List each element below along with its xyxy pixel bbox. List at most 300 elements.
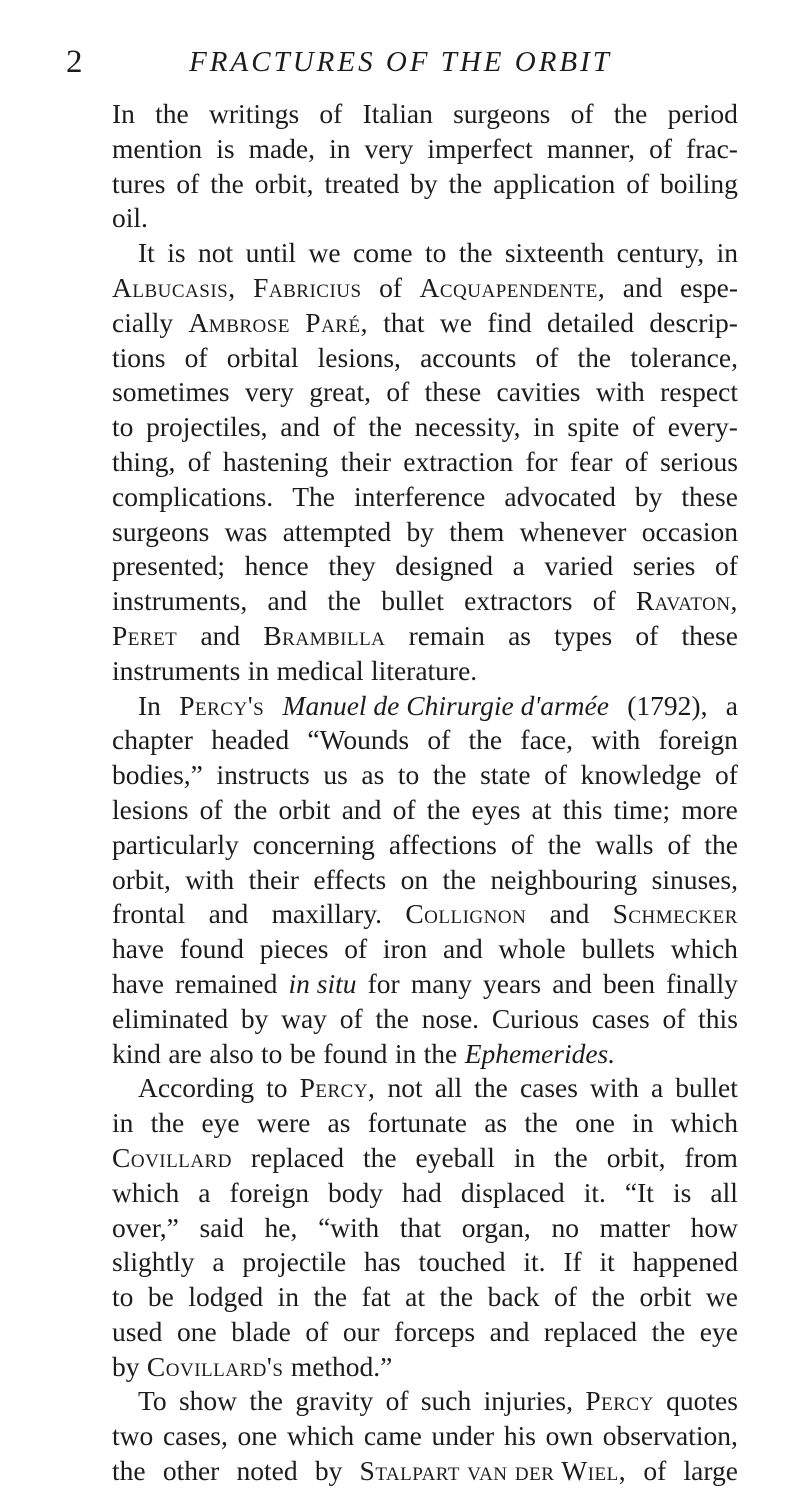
word: According (138, 1072, 255, 1104)
word: body (328, 1176, 383, 1208)
word: be (147, 1281, 174, 1313)
word: it (599, 1246, 615, 1278)
word: the (468, 724, 503, 756)
word: In (112, 98, 135, 129)
word: with (590, 1072, 639, 1104)
word: Brambilla (263, 619, 386, 651)
word: quotes (666, 1385, 738, 1417)
word: the (448, 167, 483, 199)
word: two (112, 1420, 154, 1452)
text-line (112, 828, 738, 863)
word: matter (599, 1211, 670, 1243)
word: occasion (641, 515, 738, 547)
page-number: 2 (66, 44, 83, 80)
word: of (379, 271, 402, 303)
word: have (112, 967, 164, 999)
word: in (716, 237, 738, 269)
text-line (112, 1141, 738, 1176)
text-line (112, 97, 738, 132)
word: instruments (112, 654, 241, 686)
word: of (649, 132, 673, 164)
word: of (635, 619, 659, 651)
text-line (112, 375, 738, 410)
word: large (683, 1455, 738, 1487)
word: particularly (112, 828, 239, 860)
word: thing, (112, 445, 176, 477)
word: by (240, 1002, 269, 1034)
word: replaced (250, 1141, 345, 1173)
word: in (533, 411, 555, 443)
word: way (281, 1002, 327, 1034)
word: necessity, (414, 411, 521, 443)
word: of (667, 828, 691, 860)
word: and (549, 898, 590, 930)
word: a (512, 550, 525, 582)
word: one (237, 1420, 278, 1452)
word: of (319, 98, 343, 129)
word: and (489, 1315, 530, 1347)
word: Covillard's (146, 1350, 284, 1382)
word: maxillary. (271, 898, 383, 930)
text-line (112, 1315, 738, 1350)
text-line (112, 863, 738, 898)
word: of (510, 828, 534, 860)
text-line (112, 932, 738, 967)
word: of (386, 376, 410, 408)
word: used (112, 1315, 163, 1347)
word: as (327, 1107, 351, 1139)
word: detailed (546, 306, 635, 338)
word: application (493, 167, 616, 199)
word: Ravaton, (635, 585, 738, 617)
word: presented; (112, 550, 226, 582)
word: all (434, 1072, 463, 1104)
word: lesions (112, 793, 189, 825)
word: If (563, 1246, 582, 1278)
word: found (323, 1037, 388, 1069)
word: Percy (585, 1385, 654, 1417)
word: of (553, 1281, 577, 1313)
text-line (112, 1419, 738, 1454)
word: until (245, 237, 297, 269)
word: found (179, 933, 244, 965)
word: and (341, 793, 382, 825)
word: It (138, 237, 155, 269)
word: foreign (229, 1176, 309, 1208)
word: of (714, 759, 738, 791)
word: orbit, (112, 863, 171, 895)
word: injuries, (483, 1385, 573, 1417)
word: mention (112, 132, 203, 164)
word: a (198, 1176, 211, 1208)
text-line (112, 410, 738, 445)
word: of (570, 98, 594, 129)
word: the (150, 1107, 185, 1139)
word: blade (231, 1315, 291, 1347)
text-line (112, 793, 738, 828)
word: noted (236, 1455, 298, 1487)
word: and (267, 585, 308, 617)
word: the (155, 98, 189, 129)
word: series (632, 550, 696, 582)
text-line (112, 236, 738, 271)
text-line (112, 306, 738, 341)
word: we (308, 237, 341, 269)
text-line (112, 723, 738, 758)
word: bullets (581, 933, 655, 965)
word: complications. (112, 480, 274, 512)
text-line (112, 201, 738, 236)
word: century, (616, 237, 705, 269)
word: cases (519, 1072, 578, 1104)
word: the (442, 863, 477, 895)
word: hastening (222, 445, 329, 477)
word: of (344, 933, 368, 965)
word: hence (244, 550, 309, 582)
word: orbital (226, 341, 299, 373)
word: sixteenth (504, 237, 605, 269)
word: as (361, 759, 385, 791)
word: period (667, 98, 738, 129)
word: also (209, 1037, 254, 1069)
word: Paré, (305, 306, 368, 338)
word: affections (388, 828, 497, 860)
word: cases, (162, 1420, 228, 1452)
word: the (327, 585, 361, 617)
word: (1792), (627, 689, 708, 721)
word: the (613, 98, 648, 129)
word: “Wounds (307, 724, 410, 756)
word: us (323, 759, 348, 791)
word: descrip- (649, 306, 738, 338)
word: to (261, 1037, 283, 1069)
word: by (634, 480, 663, 512)
word: not (198, 237, 234, 269)
word: every- (667, 411, 738, 443)
word: happened (632, 1246, 738, 1278)
word: of (184, 341, 208, 373)
word: which (112, 1176, 180, 1208)
word: state (480, 759, 531, 791)
word: from (684, 1141, 738, 1173)
word: method.” (290, 1350, 393, 1382)
word: eliminated (112, 1002, 229, 1034)
word: sinuses, (651, 863, 738, 895)
word: of (626, 167, 650, 199)
word: of (427, 724, 451, 756)
word: the (249, 1385, 283, 1417)
word: of (339, 1002, 363, 1034)
word: by (112, 1350, 140, 1382)
word: tures (112, 167, 166, 199)
word: remain (408, 619, 485, 651)
word: said (199, 1211, 244, 1243)
word: lesions, (317, 341, 401, 373)
word: had (402, 1176, 442, 1208)
word: has (364, 1246, 401, 1278)
word: of (714, 550, 738, 582)
word: boiling (660, 167, 738, 199)
word: under (431, 1420, 495, 1452)
word: iron (382, 933, 428, 965)
text-line (112, 271, 738, 306)
word: it. (523, 1246, 546, 1278)
word: lodged (188, 1281, 264, 1313)
word: by (406, 515, 434, 547)
word: at (531, 793, 552, 825)
word: projectiles, (146, 411, 268, 443)
word: made, (248, 132, 316, 164)
word: forceps (394, 1315, 476, 1347)
word: the (704, 828, 738, 860)
word: chapter (112, 724, 193, 756)
word: to (266, 1072, 288, 1104)
word: projectile (242, 1246, 347, 1278)
word: the (112, 1455, 146, 1487)
word: as (508, 619, 531, 651)
word: In (138, 689, 161, 721)
word: such (420, 1385, 472, 1417)
word: one (575, 1107, 615, 1139)
word: Ambrose (188, 306, 290, 338)
word: a (725, 689, 738, 721)
word: fat (361, 1281, 391, 1313)
word: back (487, 1281, 540, 1313)
word: Italian (362, 98, 433, 129)
word: accounts (420, 341, 517, 373)
word: time; (613, 793, 671, 825)
word: attempted (282, 515, 392, 547)
word: very (364, 132, 414, 164)
word: came (363, 1420, 422, 1452)
word: eye (201, 1107, 240, 1139)
word: Peret (112, 619, 178, 651)
word: many (410, 967, 472, 999)
text-line (112, 167, 738, 202)
word: of (199, 793, 223, 825)
word: by (314, 1455, 343, 1487)
body-text (112, 97, 738, 1489)
word: that (383, 306, 425, 338)
word: no (551, 1211, 579, 1243)
word: find (487, 306, 532, 338)
word: Covillard (112, 1141, 232, 1173)
word: their (248, 863, 299, 895)
word: the (233, 793, 268, 825)
word: own (545, 1420, 594, 1452)
text-line (112, 549, 738, 584)
word: in (247, 654, 270, 686)
word: all (710, 1176, 738, 1208)
word: of (392, 793, 416, 825)
word: is (672, 1176, 692, 1208)
word: in (277, 1281, 300, 1313)
word: serious (660, 445, 738, 477)
word: more (681, 793, 738, 825)
word: tolerance, (630, 341, 738, 373)
word: their (340, 445, 391, 477)
word: orbit, (606, 1141, 666, 1173)
word: of (624, 445, 648, 477)
word: pieces (259, 933, 329, 965)
text-line (112, 1037, 738, 1072)
word: for (525, 445, 558, 477)
word: Acquapendente, (419, 271, 606, 303)
word: instructs (216, 759, 310, 791)
word: spite (567, 411, 620, 443)
text-line (112, 1454, 738, 1489)
word: bullet (381, 585, 444, 617)
word: and (552, 967, 592, 999)
word: finally (666, 967, 738, 999)
word: of (187, 445, 211, 477)
word: a (212, 1246, 225, 1278)
word: a (650, 1072, 664, 1104)
word: very (244, 376, 294, 408)
word: these (681, 480, 738, 512)
word: cavities (496, 376, 581, 408)
word: Stalpart van der Wiel, (359, 1455, 627, 1487)
word: is (216, 132, 235, 164)
word: tions (112, 341, 166, 373)
text-line (112, 515, 738, 550)
word: frac- (686, 132, 738, 164)
word: oil. (112, 202, 148, 234)
word: whole (498, 933, 566, 965)
word: foreign (658, 724, 738, 756)
word: of (643, 1455, 667, 1487)
word: be (289, 1037, 316, 1069)
word: at (405, 1281, 425, 1313)
word: the (474, 1072, 508, 1104)
text-line (112, 967, 738, 1002)
word: medical (276, 654, 364, 686)
word: the (577, 341, 612, 373)
word: imperfect (427, 132, 533, 164)
word: as (484, 1107, 508, 1139)
word: bodies,” (112, 759, 203, 791)
word: not (387, 1072, 423, 1104)
text-line (112, 1071, 738, 1106)
word: and (208, 898, 249, 930)
text-line (112, 1280, 738, 1315)
text-line (112, 480, 738, 515)
word: organ, (461, 1211, 531, 1243)
word: gravity (295, 1385, 374, 1417)
word: in (513, 1141, 536, 1173)
word: knowledge (580, 759, 702, 791)
text-line (112, 1002, 738, 1037)
text-line (112, 1106, 738, 1141)
word: To (138, 1385, 167, 1417)
word: come (352, 237, 413, 269)
word: cases (591, 1002, 650, 1034)
word: fortunate (367, 1107, 467, 1139)
text-line (112, 341, 738, 376)
word: replaced (543, 1315, 638, 1347)
word: he, (264, 1211, 298, 1243)
word: with (595, 376, 645, 408)
word: of (662, 1002, 686, 1034)
word: they (328, 550, 376, 582)
word: with (591, 724, 641, 756)
word: effects (313, 863, 387, 895)
word: the (313, 1281, 348, 1313)
word: eyes (471, 793, 521, 825)
word: nose. (421, 1002, 480, 1034)
word: the (439, 1281, 474, 1313)
word: other (162, 1455, 220, 1487)
word: the (554, 1141, 588, 1173)
word: years (483, 967, 542, 999)
word: touched (418, 1246, 506, 1278)
word: the (362, 1141, 397, 1173)
text-line (112, 1211, 738, 1246)
word: it. (583, 1176, 606, 1208)
word: instruments, (112, 585, 248, 617)
word: which (670, 1107, 738, 1139)
word: the (547, 828, 582, 860)
word: varied (544, 550, 614, 582)
word: Percy's (179, 689, 265, 721)
word: for (367, 967, 400, 999)
word: Fabricius (253, 271, 362, 303)
word: how (690, 1211, 738, 1243)
word: our (342, 1315, 380, 1347)
word: Albucasis, (112, 271, 236, 303)
word: in (329, 132, 351, 164)
word: face, (520, 724, 574, 756)
word: which (286, 1420, 355, 1452)
word: slightly (112, 1246, 195, 1278)
word: respect (660, 376, 738, 408)
word: frontal (112, 898, 186, 930)
text-line (112, 897, 738, 932)
word: displaced (460, 1176, 565, 1208)
page-header (0, 42, 801, 82)
word: them (449, 515, 505, 547)
word: whenever (519, 515, 627, 547)
word: Ephemerides. (464, 1037, 616, 1069)
word: the (458, 237, 493, 269)
word: literature. (371, 654, 478, 686)
word: kind (112, 1037, 161, 1069)
word: to (424, 237, 447, 269)
word: the (210, 167, 244, 199)
word: the (423, 1037, 458, 1069)
word: that (399, 1211, 442, 1243)
text-line (112, 132, 738, 167)
word: of (632, 411, 655, 443)
word: the (524, 1107, 558, 1139)
word: Curious (491, 1002, 579, 1034)
word: fear (569, 445, 613, 477)
word: the (591, 1281, 625, 1313)
word: sometimes (112, 376, 230, 408)
word: concerning (252, 828, 375, 860)
word: “It (624, 1176, 654, 1208)
word: the (426, 793, 461, 825)
word: Schmecker (612, 898, 738, 930)
word: in situ (288, 967, 357, 999)
word: and (443, 933, 483, 965)
word: eye (699, 1315, 738, 1347)
word: his (503, 1420, 536, 1452)
word: Collignon (405, 898, 527, 930)
text-line (112, 1176, 738, 1211)
word: extraction (403, 445, 514, 477)
word: Percy, (299, 1072, 376, 1104)
